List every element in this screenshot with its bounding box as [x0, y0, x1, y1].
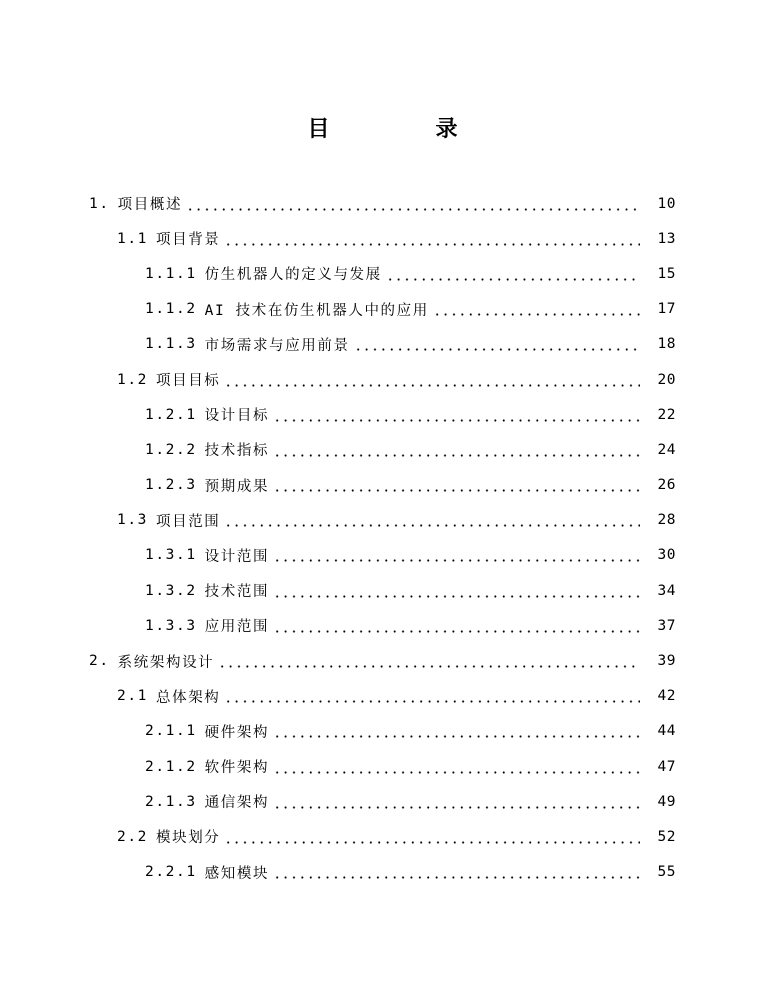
- toc-entry-page-number: 55: [657, 864, 676, 881]
- toc-entry-page-number: 28: [657, 512, 676, 529]
- toc-dot-leader: [224, 232, 640, 246]
- toc-entry[interactable]: [0, 855, 765, 890]
- toc-entry-page-number: 20: [657, 371, 676, 388]
- toc-entry-page-number: 13: [657, 230, 676, 247]
- toc-entry-page-number: 47: [657, 758, 676, 775]
- toc-entry-title: 市场需求与应用前景: [204, 337, 350, 354]
- toc-entry[interactable]: [0, 503, 765, 538]
- toc-entry-page-number: 52: [657, 828, 676, 845]
- toc-entry-page-number: 34: [657, 582, 676, 599]
- toc-entry-number: 1.3.2: [145, 582, 197, 599]
- toc-entry-page-number: 30: [657, 547, 676, 564]
- toc-entry-page-number: 22: [657, 406, 676, 423]
- toc-entry-number: 2.: [89, 653, 110, 670]
- toc-entry[interactable]: [0, 221, 765, 256]
- toc-entry-title: 技术范围: [204, 584, 270, 601]
- toc-dot-leader: [273, 795, 640, 809]
- toc-entry-number: 2.1.1: [145, 723, 197, 740]
- toc-entry-number: 1.: [89, 195, 110, 212]
- toc-entry-number: 1.1.2: [145, 301, 197, 318]
- toc-entry-number: 1.1.1: [145, 265, 197, 282]
- toc-entry-title: 模块划分: [156, 830, 221, 847]
- toc-entry-title: 项目范围: [156, 513, 221, 530]
- toc-entry[interactable]: [0, 397, 765, 432]
- toc-entry-page-number: 42: [657, 688, 676, 705]
- toc-entry[interactable]: [0, 186, 765, 221]
- toc-dot-leader: [273, 548, 640, 562]
- toc-dot-leader: [218, 654, 640, 668]
- toc-dot-leader: [224, 513, 640, 527]
- toc-entry-page-number: 17: [657, 301, 676, 318]
- toc-entry[interactable]: [0, 256, 765, 291]
- toc-entry-title: 项目概述: [117, 197, 183, 214]
- toc-entry-title: 系统架构设计: [117, 654, 215, 671]
- toc-entry-page-number: 44: [657, 723, 676, 740]
- toc-entry[interactable]: [0, 292, 765, 327]
- toc-entry[interactable]: [0, 468, 765, 503]
- toc-entry-title: 设计目标: [204, 408, 270, 425]
- toc-entry-title: 预期成果: [204, 478, 270, 495]
- toc-entry-page-number: 18: [657, 336, 676, 353]
- toc-dot-leader: [273, 760, 640, 774]
- toc-dot-leader: [273, 619, 640, 633]
- toc-dot-leader: [273, 443, 640, 457]
- toc-entry-number: 2.2.1: [145, 864, 197, 881]
- toc-entry-number: 1.3.1: [145, 547, 197, 564]
- toc-entry[interactable]: [0, 538, 765, 573]
- toc-dot-leader: [224, 830, 640, 844]
- toc-dot-leader: [186, 197, 640, 211]
- toc-entry[interactable]: [0, 643, 765, 678]
- toc-entry-page-number: 26: [657, 477, 676, 494]
- toc-entry-page-number: 24: [657, 441, 676, 458]
- toc-entry-title: 硬件架构: [204, 724, 270, 741]
- toc-entry-page-number: 39: [657, 653, 676, 670]
- toc-entry-title: 感知模块: [204, 865, 270, 882]
- toc-entry-title: AI 技术在仿生机器人中的应用: [204, 302, 429, 319]
- toc-entry-title: 总体架构: [156, 689, 221, 706]
- toc-dot-leader: [224, 373, 640, 387]
- toc-entry[interactable]: [0, 749, 765, 784]
- toc-entry-title: 仿生机器人的定义与发展: [204, 267, 382, 284]
- toc-entry[interactable]: [0, 714, 765, 749]
- toc-dot-leader: [433, 302, 640, 316]
- toc-dot-leader: [273, 408, 640, 422]
- toc-dot-leader: [224, 689, 640, 703]
- toc-entry[interactable]: [0, 573, 765, 608]
- toc-entry-number: 2.1: [117, 688, 148, 705]
- toc-entry-title: 设计范围: [204, 548, 270, 565]
- toc-entry[interactable]: [0, 327, 765, 362]
- toc-entry-number: 1.2.1: [145, 406, 197, 423]
- toc-entry-number: 1.1.3: [145, 336, 197, 353]
- toc-entry-title: 技术指标: [204, 443, 270, 460]
- toc-title: 目 录: [307, 117, 500, 142]
- toc-dot-leader: [273, 584, 640, 598]
- toc-entry-number: 1.3.3: [145, 617, 197, 634]
- toc-entry-page-number: 15: [657, 265, 676, 282]
- toc-entry-number: 1.2.3: [145, 477, 197, 494]
- toc-entry-page-number: 49: [657, 793, 676, 810]
- toc-entry[interactable]: [0, 432, 765, 467]
- toc-entry-number: 2.2: [117, 828, 148, 845]
- toc-entry-number: 1.2: [117, 371, 148, 388]
- toc-entry[interactable]: [0, 362, 765, 397]
- toc-entry[interactable]: [0, 679, 765, 714]
- toc-dot-leader: [273, 865, 640, 879]
- toc-entry-title: 软件架构: [204, 760, 270, 777]
- toc-entry[interactable]: [0, 784, 765, 819]
- toc-dot-leader: [273, 478, 640, 492]
- toc-entry[interactable]: [0, 819, 765, 854]
- toc-dot-leader: [386, 267, 640, 281]
- toc-entry-title: 项目背景: [156, 232, 221, 249]
- toc-entry-title: 项目目标: [156, 373, 221, 390]
- toc-entry-title: 通信架构: [204, 795, 270, 812]
- toc-entry[interactable]: [0, 608, 765, 643]
- toc-entry-page-number: 37: [657, 617, 676, 634]
- toc-entry-number: 1.2.2: [145, 441, 197, 458]
- toc-list: [0, 186, 765, 890]
- toc-entry-page-number: 10: [657, 195, 676, 212]
- toc-entry-number: 2.1.3: [145, 793, 197, 810]
- toc-entry-number: 1.1: [117, 230, 148, 247]
- toc-entry-number: 2.1.2: [145, 758, 197, 775]
- toc-dot-leader: [273, 724, 640, 738]
- toc-entry-number: 1.3: [117, 512, 148, 529]
- toc-entry-title: 应用范围: [204, 619, 270, 636]
- toc-dot-leader: [354, 337, 640, 351]
